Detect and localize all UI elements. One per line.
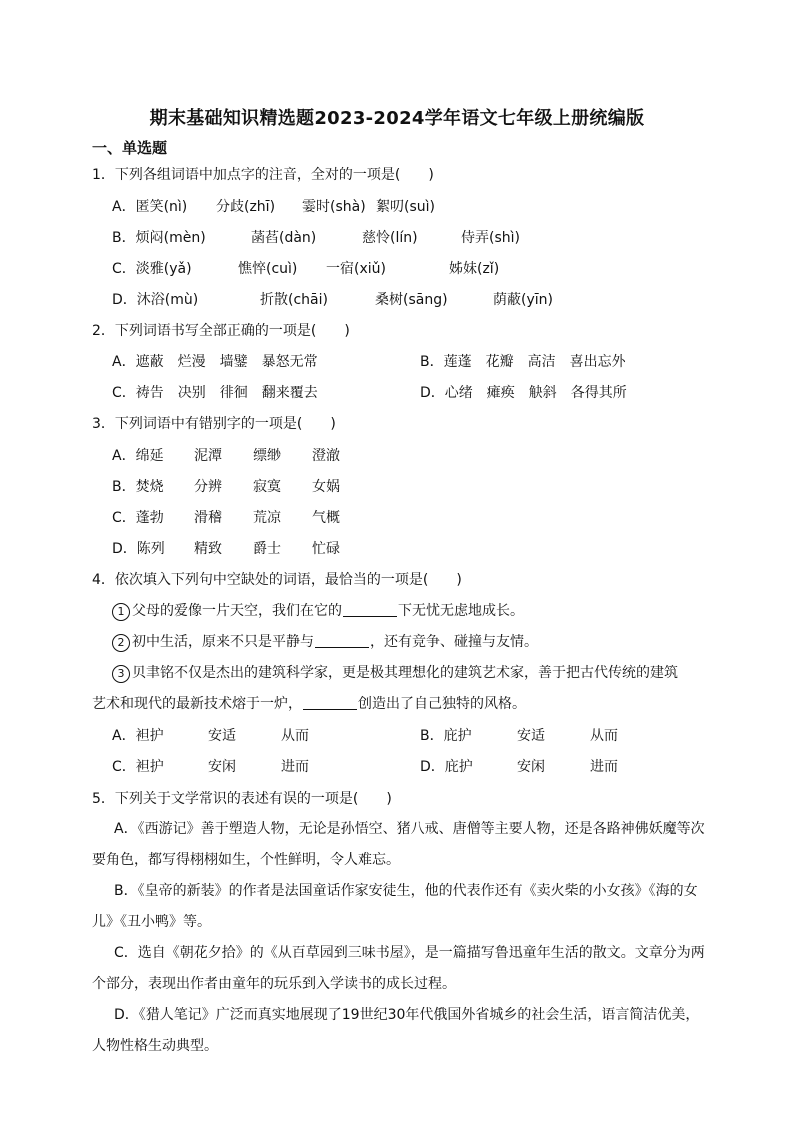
q1-option-c-2: 憔悴(cuì) bbox=[238, 261, 298, 277]
q4-sentence-1 bbox=[112, 600, 524, 622]
q4-blank-3 bbox=[303, 695, 357, 710]
q3-option-c-2: 滑稽 bbox=[194, 510, 222, 526]
q4-sentence-3-marker: 3 bbox=[112, 665, 130, 683]
q4-blank-1 bbox=[343, 602, 397, 617]
q3-option-c-3: 荒凉 bbox=[253, 510, 281, 526]
q2-option-b: B．莲蓬 花瓣 高洁 喜出忘外 bbox=[420, 354, 626, 370]
q4-option-c-3: 进而 bbox=[281, 759, 309, 775]
q4-option-a-1: A．袒护 bbox=[112, 728, 164, 744]
q3-option-b-4: 女娲 bbox=[312, 479, 340, 495]
q4-sentence-2-marker: 2 bbox=[112, 634, 130, 652]
q1-option-d-1: D．沐浴(mù) bbox=[112, 292, 199, 308]
q2-stem: 2．下列词语书写全部正确的一项是( ) bbox=[92, 323, 350, 339]
q4-option-a-2: 安适 bbox=[208, 728, 236, 744]
q3-option-a-1: A．绵延 bbox=[112, 448, 164, 464]
q3-option-b-1: B．焚烧 bbox=[112, 479, 164, 495]
q1-option-d-2: 折散(chāi) bbox=[260, 292, 328, 308]
q4-sentence-3-text-b: 艺术和现代的最新技术熔于一炉， bbox=[92, 696, 302, 712]
q4-option-b-2: 安适 bbox=[517, 728, 545, 744]
q1-option-b-1: B．烦闷(mèn) bbox=[112, 230, 206, 246]
q4-sentence-3-line-2 bbox=[92, 693, 526, 715]
page-title: 期末基础知识精选题2023-2024学年语文七年级上册统编版 bbox=[149, 108, 645, 129]
q3-option-c-4: 气概 bbox=[312, 510, 340, 526]
q2-option-c: C．祷告 决别 徘徊 翻来覆去 bbox=[112, 385, 318, 401]
q3-option-d-2: 精致 bbox=[194, 541, 222, 557]
q1-option-a-3: 霎时(shà) bbox=[302, 199, 366, 215]
q4-stem: 4．依次填入下列句中空缺处的词语，最恰当的一项是( ) bbox=[92, 572, 462, 588]
q4-sentence-3-text-c: 创造出了自己独特的风格。 bbox=[358, 696, 526, 712]
q1-option-b-3: 慈怜(lín) bbox=[362, 230, 418, 246]
q3-option-a-2: 泥潭 bbox=[194, 448, 222, 464]
q4-sentence-1-marker: 1 bbox=[112, 603, 130, 621]
q1-option-a-4: 絮叨(suì) bbox=[376, 199, 435, 215]
q5-option-b: B．《皇帝的新装》的作者是法国童话作家安徒生，他的代表作还有《卖火柴的小女孩》《海的女儿》《丑小鸭》等。 bbox=[92, 883, 698, 930]
q3-option-d-4: 忙碌 bbox=[312, 541, 340, 557]
q4-option-b-3: 从而 bbox=[590, 728, 618, 744]
q2-option-d: D．心绪 瘫痪 觖斜 各得其所 bbox=[420, 385, 627, 401]
q3-option-b-3: 寂寞 bbox=[253, 479, 281, 495]
q4-blank-2 bbox=[315, 633, 369, 648]
q4-option-d-3: 进而 bbox=[590, 759, 618, 775]
q4-option-d-1: D．庇护 bbox=[420, 759, 473, 775]
q4-sentence-3-line-1 bbox=[112, 662, 678, 684]
q1-option-d-3: 桑树(sāng) bbox=[375, 292, 448, 308]
q1-option-a-2: 分歧(zhī) bbox=[216, 199, 276, 215]
q3-option-c-1: C．蓬勃 bbox=[112, 510, 164, 526]
q4-option-a-3: 从而 bbox=[281, 728, 309, 744]
q4-sentence-2-text-a: 初中生活，原来不只是平静与 bbox=[132, 634, 314, 650]
q4-option-c-1: C．袒护 bbox=[112, 759, 164, 775]
q4-sentence-1-text-b: 下无忧无虑地成长。 bbox=[398, 603, 524, 619]
q1-option-d-4: 荫蔽(yīn) bbox=[493, 292, 553, 308]
q5-stem: 5．下列关于文学常识的表述有误的一项是( ) bbox=[92, 791, 392, 807]
q1-stem: 1．下列各组词语中加点字的注音，全对的一项是( ) bbox=[92, 167, 434, 183]
q5-option-a: A．《西游记》善于塑造人物，无论是孙悟空、猪八戒、唐僧等主要人物，还是各路神佛妖魔等次要角色，都写得栩栩如生，个性鲜明，令人难忘。 bbox=[92, 821, 705, 868]
q2-option-a: A．遮蔽 烂漫 墙鐾 暴怒无常 bbox=[112, 354, 318, 370]
q4-option-d-2: 安闲 bbox=[517, 759, 545, 775]
q1-option-c-4: 姊妹(zǐ) bbox=[449, 261, 500, 277]
q4-sentence-2 bbox=[112, 631, 538, 653]
q3-option-b-2: 分辨 bbox=[194, 479, 222, 495]
q1-option-c-1: C．淡雅(yǎ) bbox=[112, 261, 192, 277]
q4-option-b-1: B．庇护 bbox=[420, 728, 472, 744]
q3-option-d-3: 爵士 bbox=[253, 541, 281, 557]
q3-option-a-4: 澄澈 bbox=[312, 448, 340, 464]
q4-sentence-1-text-a: 父母的爱像一片天空，我们在它的 bbox=[132, 603, 342, 619]
q3-stem: 3．下列词语中有错别字的一项是( ) bbox=[92, 416, 336, 432]
q1-option-b-2: 菡萏(dàn) bbox=[251, 230, 317, 246]
q4-option-c-2: 安闲 bbox=[208, 759, 236, 775]
q1-option-c-3: 一宿(xiǔ) bbox=[326, 261, 386, 277]
q4-sentence-2-text-b: ，还有竞争、碰撞与友情。 bbox=[370, 634, 538, 650]
q5-option-c: C．选自《朝花夕拾》的《从百草园到三味书屋》，是一篇描写鲁迅童年生活的散文。文章分为两个部分，表现出作者由童年的玩乐到入学读书的成长过程。 bbox=[92, 945, 705, 992]
q3-option-d-1: D．陈列 bbox=[112, 541, 165, 557]
section-heading: 一、单选题 bbox=[92, 139, 168, 157]
q1-option-a-1: A．匿笑(nì) bbox=[112, 199, 188, 215]
q5-option-d: D．《猎人笔记》广泛而真实地展现了19世纪30年代俄国外省城乡的社会生活，语言简洁优美，人物性格生动典型。 bbox=[92, 1007, 700, 1054]
q3-option-a-3: 缥缈 bbox=[253, 448, 281, 464]
q4-sentence-3-text-a: 贝聿铭不仅是杰出的建筑科学家，更是极其理想化的建筑艺术家，善于把古代传统的建筑 bbox=[132, 665, 678, 681]
q1-option-b-4: 侍弄(shì) bbox=[461, 230, 520, 246]
